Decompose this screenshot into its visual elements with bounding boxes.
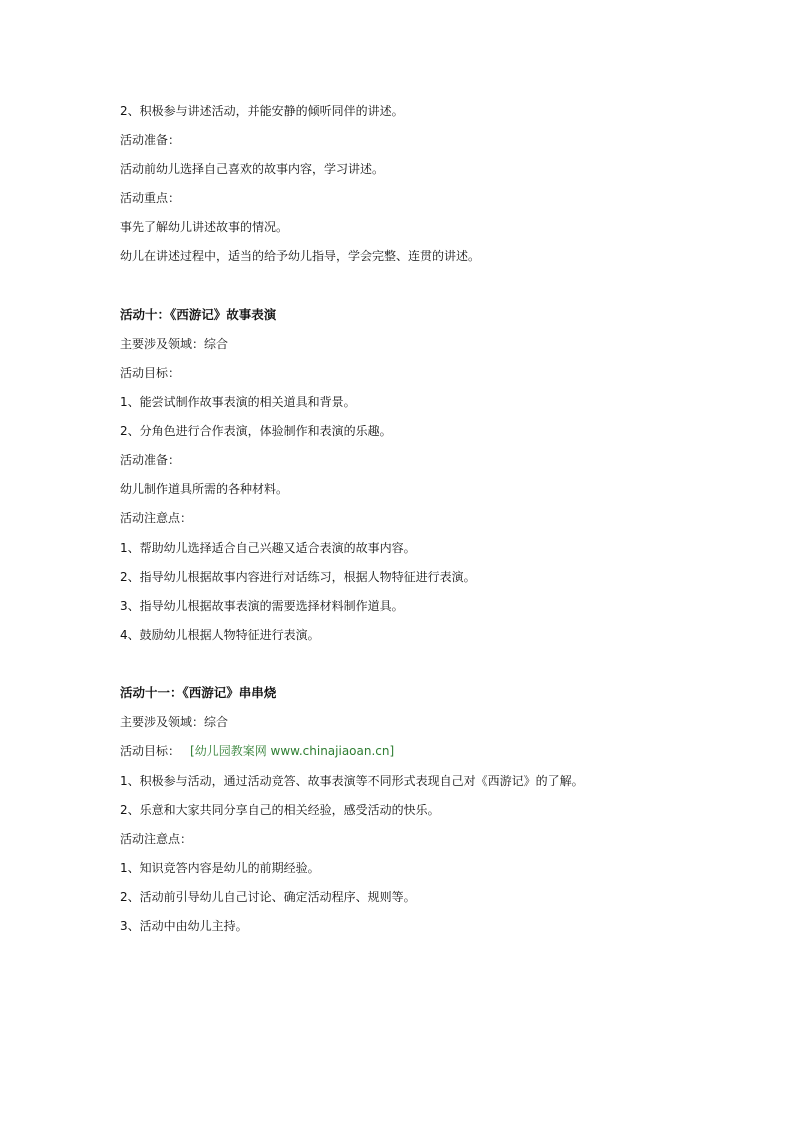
activity-10-title: 活动十：《西游记》故事表演	[120, 307, 277, 322]
text-line: 活动目标：	[120, 366, 181, 380]
text-line: 活动准备：	[120, 133, 181, 147]
text-line: 活动准备：	[120, 453, 181, 467]
activity-11-title: 活动十一：《西游记》串串烧	[120, 685, 277, 700]
text-line: 1、能尝试制作故事表演的相关道具和背景。	[120, 395, 356, 409]
text-line: 主要涉及领域：综合	[120, 715, 229, 729]
text-line: 3、指导幼儿根据故事表演的需要选择材料制作道具。	[120, 599, 404, 613]
text-line: 活动注意点：	[120, 832, 193, 846]
text-line: 活动注意点：	[120, 511, 193, 525]
text-line: 活动重点：	[120, 191, 181, 205]
text-line: 2、积极参与讲述活动，并能安静的倾听同伴的讲述。	[120, 104, 404, 118]
text-line: 3、活动中由幼儿主持。	[120, 919, 248, 933]
text-line: 1、帮助幼儿选择适合自己兴趣又适合表演的故事内容。	[120, 541, 416, 555]
text-line: 2、乐意和大家共同分享自己的相关经验，感受活动的快乐。	[120, 803, 440, 817]
text-line: 活动前幼儿选择自己喜欢的故事内容，学习讲述。	[120, 162, 385, 176]
goal-line	[120, 743, 394, 759]
text-line: 2、活动前引导幼儿自己讨论、确定活动程序、规则等。	[120, 890, 416, 904]
text-line: 4、鼓励幼儿根据人物特征进行表演。	[120, 628, 320, 642]
watermark-link[interactable]: [幼儿园教案网 www.chinajiaoan.cn]	[190, 744, 395, 758]
text-line: 幼儿制作道具所需的各种材料。	[120, 482, 289, 496]
text-line: 幼儿在讲述过程中，适当的给予幼儿指导，学会完整、连贯的讲述。	[120, 249, 481, 263]
text-line: 1、积极参与活动，通过活动竞答、故事表演等不同形式表现自己对《西游记》的了解。	[120, 774, 584, 788]
text-line: 2、指导幼儿根据故事内容进行对话练习，根据人物特征进行表演。	[120, 570, 476, 584]
text-line: 1、知识竞答内容是幼儿的前期经验。	[120, 861, 320, 875]
text-line: 事先了解幼儿讲述故事的情况。	[120, 220, 289, 234]
goal-label: 活动目标：	[120, 744, 181, 758]
text-line: 2、分角色进行合作表演，体验制作和表演的乐趣。	[120, 424, 392, 438]
text-line: 主要涉及领域：综合	[120, 337, 229, 351]
